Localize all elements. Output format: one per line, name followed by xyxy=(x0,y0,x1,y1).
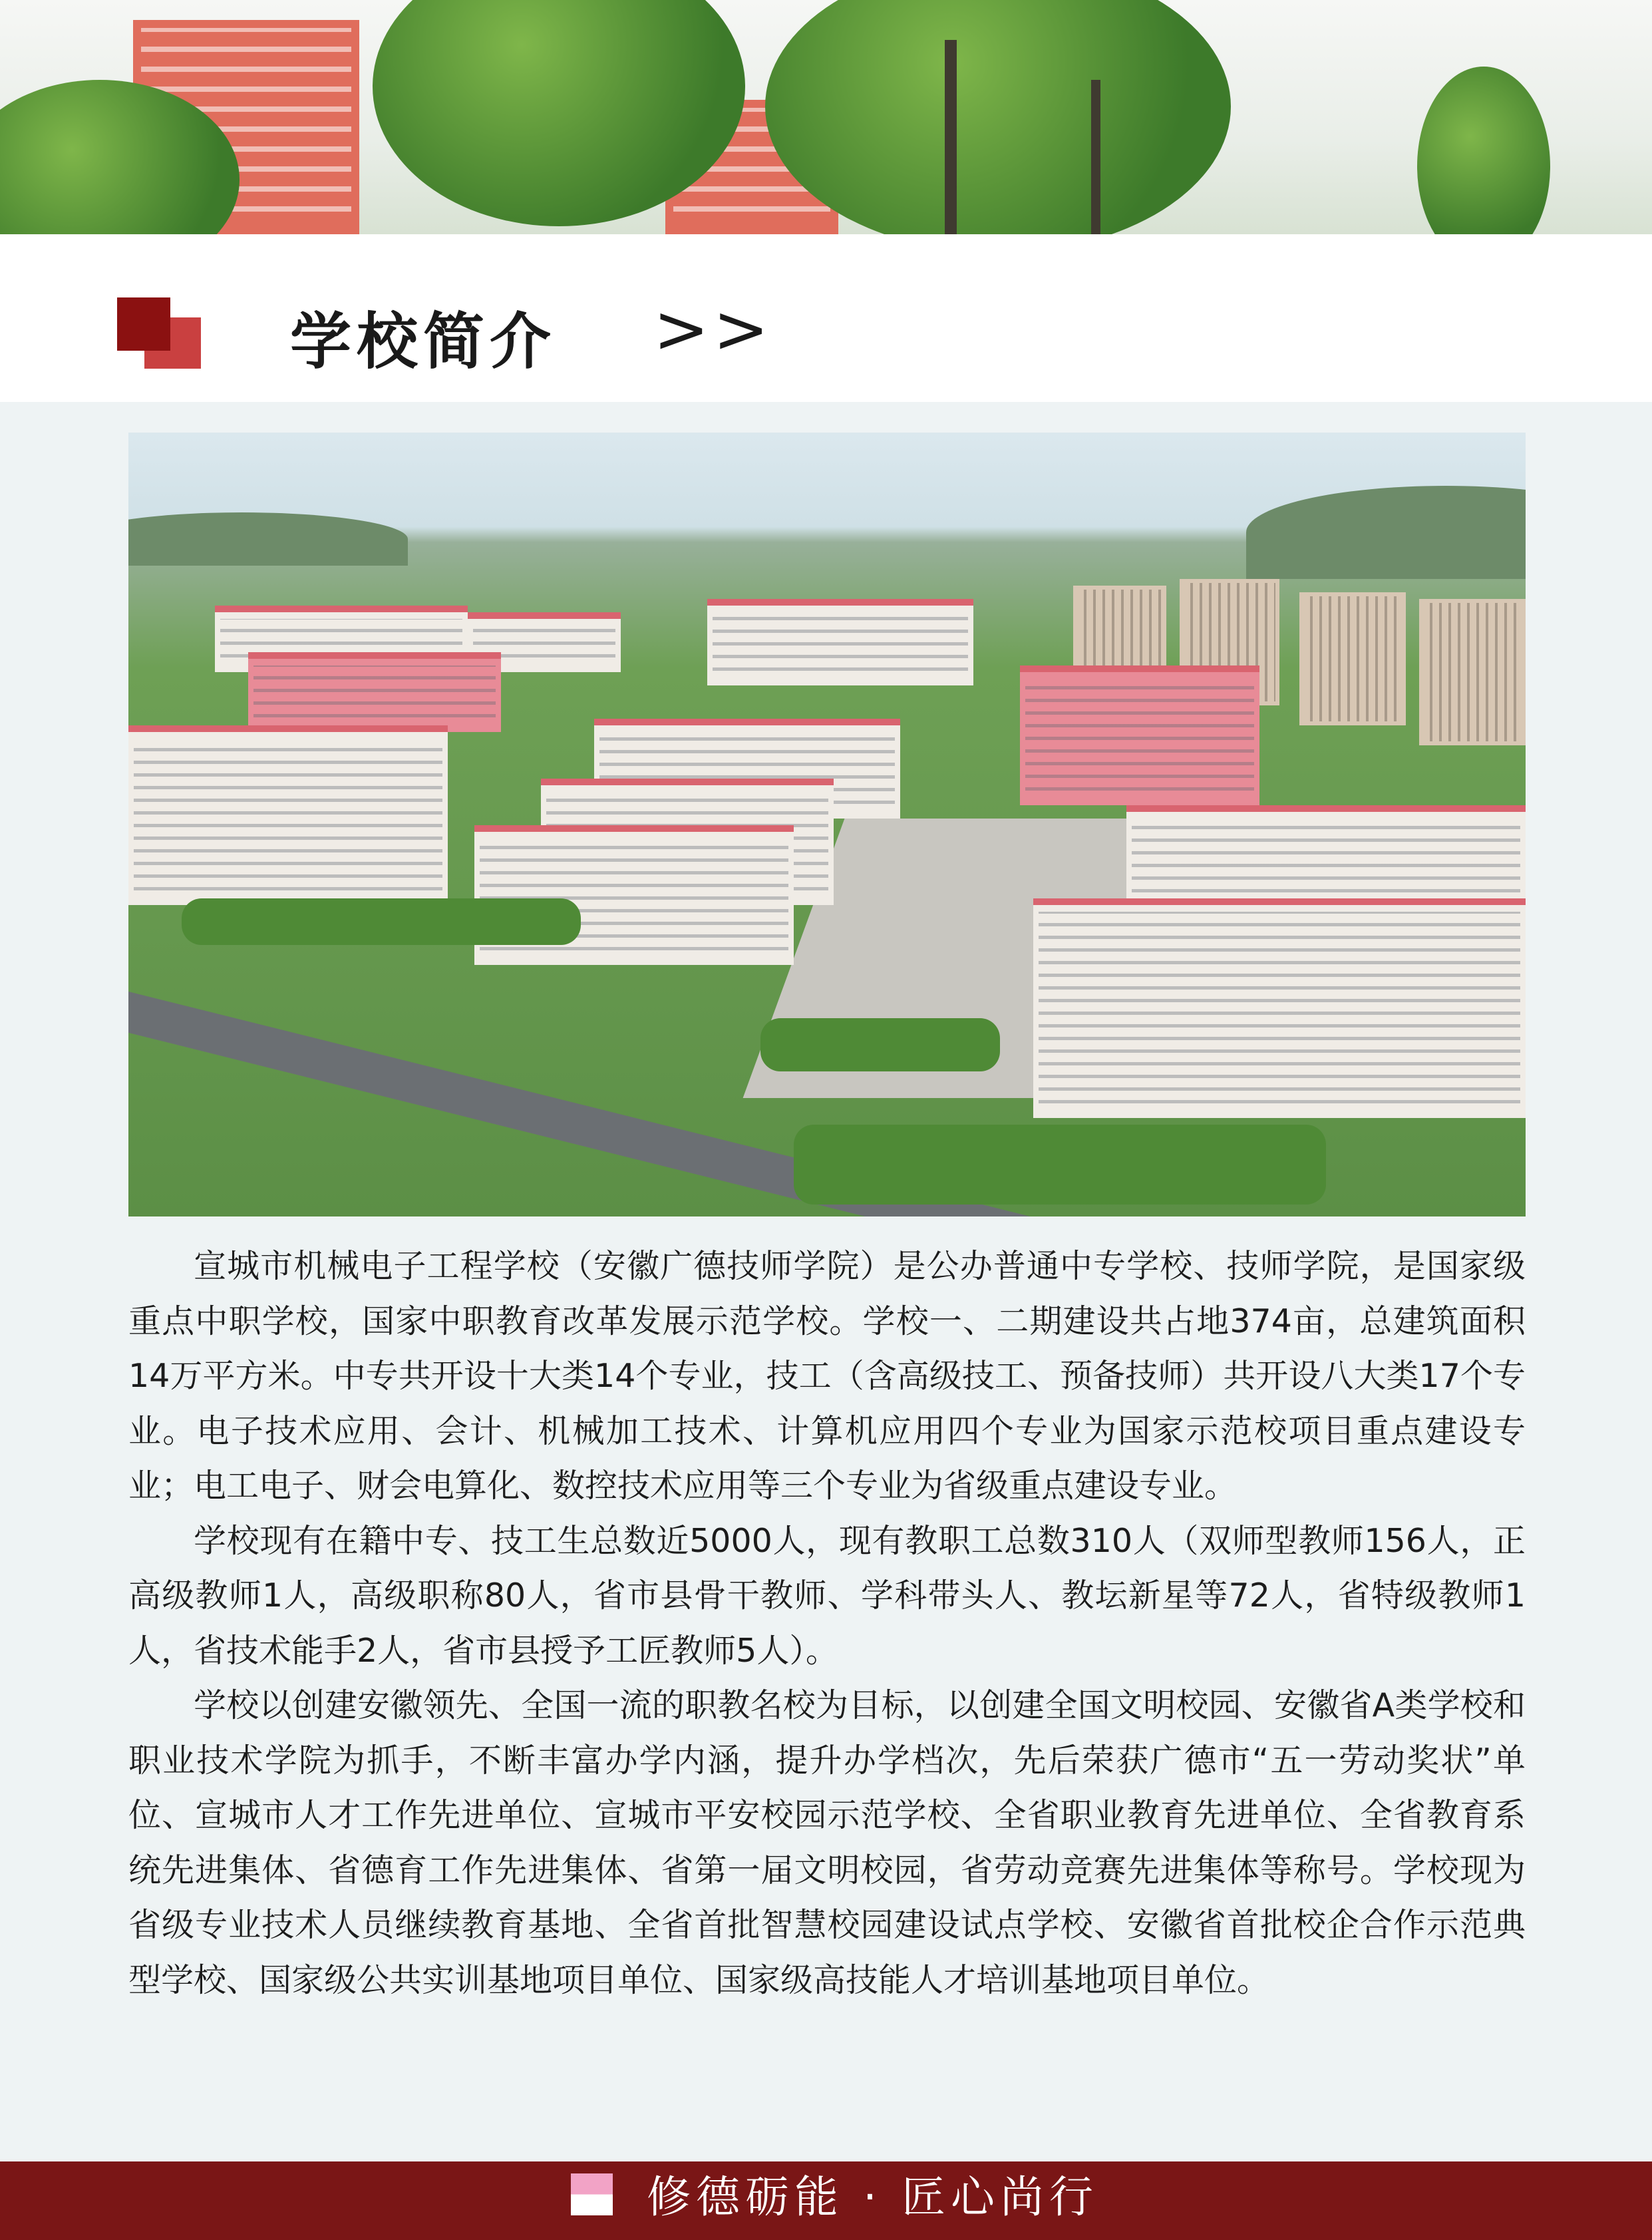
banner-tree-trunk xyxy=(1091,80,1100,234)
section-title: 学校简介 xyxy=(290,306,557,377)
intro-paragraph-2: 学校现有在籍中专、技工生总数近5000人，现有教职工总数310人（双师型教师156人，正高级教师1人，高级职称80人，省市县骨干教师、学科带头人、教坛新星等72人，省特级教师1人，省技术能手2人，省市县授予工匠教师5人）。 xyxy=(128,1521,1526,1670)
banner-tree xyxy=(765,0,1231,234)
photo-building xyxy=(248,652,501,732)
photo-building xyxy=(1033,898,1526,1118)
top-banner-photo xyxy=(0,0,1652,234)
photo-residential-tower xyxy=(1299,592,1406,725)
photo-building xyxy=(128,725,448,905)
photo-treeline xyxy=(794,1125,1326,1205)
photo-treeline xyxy=(182,898,581,945)
campus-aerial-photo xyxy=(128,433,1526,1216)
title-mark-front xyxy=(117,297,170,351)
section-arrow: >> xyxy=(653,290,773,368)
title-bar xyxy=(0,234,1652,402)
photo-hill xyxy=(128,512,408,566)
intro-paragraph-3: 学校以创建安徽领先、全国一流的职教名校为目标，以创建全国文明校园、安徽省A类学校和职业技术学院为抓手，不断丰富办学内涵，提升办学档次，先后荣获广德市“五一劳动奖状”单位、宣城市人才工作先进单位、宣城市平安校园示范学校、全省职业教育先进单位、全省教育系统先进集体、省德育工作先进集体、省第一届文明校园，省劳动竞赛先进集体等称号。学校现为省级专业技术人员继续教育基地、全省首批智慧校园建设试点学校、安徽省首批校企合作示范典型学校、国家级公共实训基地项目单位、国家级高技能人才培训基地项目单位。 xyxy=(128,1686,1526,1999)
footer-slogan: 修德砺能 · 匠心尚行 xyxy=(647,2171,1098,2223)
photo-building xyxy=(1020,665,1259,805)
photo-residential-tower xyxy=(1419,599,1526,745)
intro-text xyxy=(128,1239,1526,2008)
intro-paragraph-1: 宣城市机械电子工程学校（安徽广德技师学院）是公办普通中专学校、技师学院，是国家级重点中职学校，国家中职教育改革发展示范学校。学校一、二期建设共占地374亩，总建筑面积14万平方米。中专共开设十大类14个专业，技工（含高级技工、预备技师）共开设八大类17个专业。电子技术应用、会计、机械加工技术、计算机应用四个专业为国家示范校项目重点建设专业；电工电子、财会电算化、数控技术应用等三个专业为省级重点建设专业。 xyxy=(128,1247,1526,1505)
banner-tree xyxy=(1417,67,1550,234)
photo-treeline xyxy=(760,1018,1000,1071)
banner-tree-trunk xyxy=(945,40,957,234)
photo-building xyxy=(707,599,973,685)
photo-hill xyxy=(1246,486,1526,579)
footer-square-mark xyxy=(571,2173,613,2215)
